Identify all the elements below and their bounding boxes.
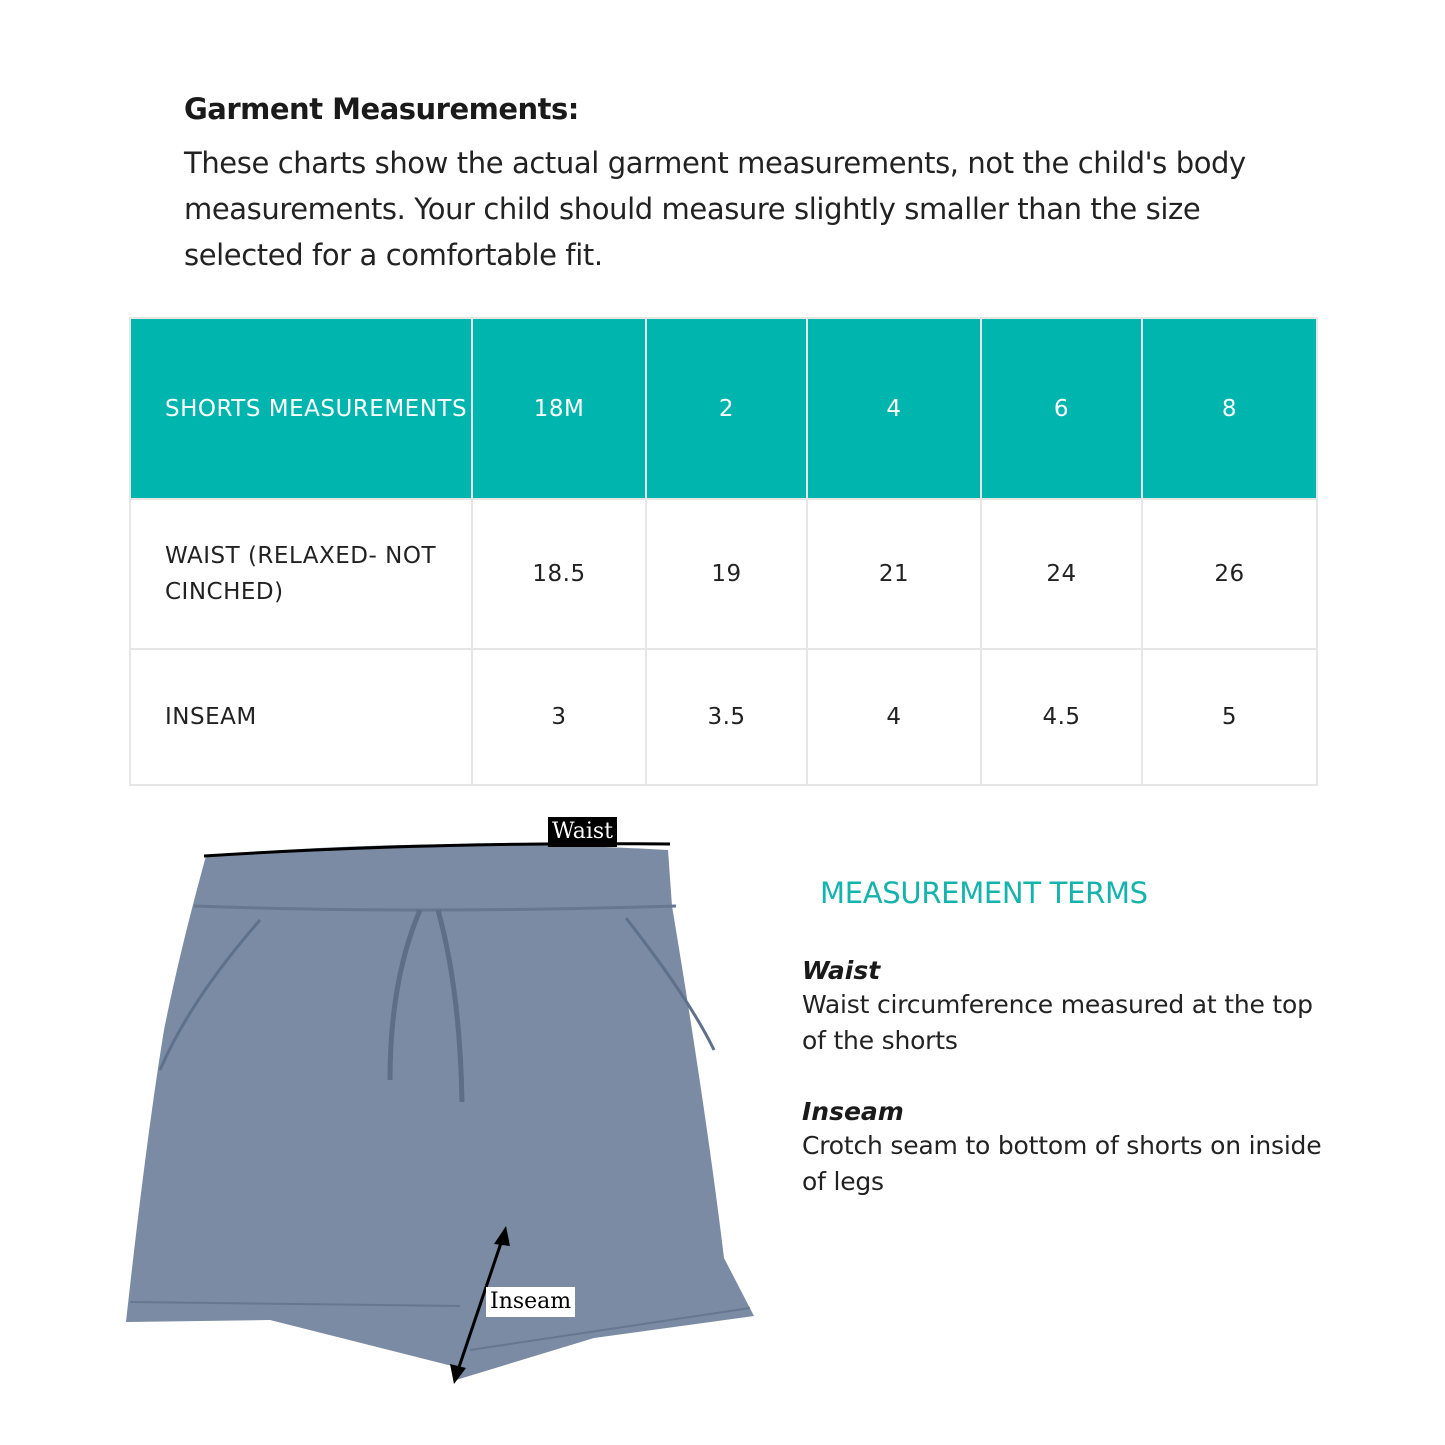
term-waist: [802, 956, 1332, 1059]
term-name: Waist: [802, 956, 881, 985]
inseam-tag: Inseam: [486, 1287, 575, 1317]
intro-title: Garment Measurements:: [184, 92, 579, 126]
table-row: [130, 499, 1317, 649]
size-header: 8: [1142, 318, 1317, 499]
table-row: [130, 649, 1317, 785]
row-label: WAIST (RELAXED- NOT CINCHED): [130, 499, 472, 649]
shorts-illustration: [120, 810, 770, 1390]
table-cell: 4.5: [981, 649, 1142, 785]
row-label: INSEAM: [130, 649, 472, 785]
table-cell: 5: [1142, 649, 1317, 785]
term-name: Inseam: [802, 1097, 904, 1126]
table-cell: 18.5: [472, 499, 646, 649]
table-cell: 26: [1142, 499, 1317, 649]
intro-section: [184, 92, 1304, 278]
table-cell: 19: [646, 499, 807, 649]
intro-body: These charts show the actual garment measurements, not the child's body measurements. Your child should measure slightly smaller than the size selected for a comfortable fit.: [184, 146, 1246, 272]
terms-heading: MEASUREMENT TERMS: [820, 876, 1148, 910]
table-cell: 3.5: [646, 649, 807, 785]
table-cell: 3: [472, 649, 646, 785]
shorts-drawing: [120, 810, 770, 1390]
waist-tag: Waist: [548, 817, 617, 847]
term-description: Waist circumference measured at the top of the shorts: [802, 990, 1313, 1055]
size-chart-table: [129, 317, 1318, 786]
size-header: 4: [807, 318, 981, 499]
corner-label: SHORTS MEASUREMENTS: [130, 318, 472, 499]
table-cell: 4: [807, 649, 981, 785]
size-header: 2: [646, 318, 807, 499]
term-inseam: [802, 1097, 1332, 1200]
table-cell: 21: [807, 499, 981, 649]
table-cell: 24: [981, 499, 1142, 649]
size-header: 6: [981, 318, 1142, 499]
measurement-terms: [802, 876, 1332, 1238]
table-header-row: [130, 318, 1317, 499]
size-header: 18M: [472, 318, 646, 499]
term-description: Crotch seam to bottom of shorts on inside of legs: [802, 1131, 1322, 1196]
